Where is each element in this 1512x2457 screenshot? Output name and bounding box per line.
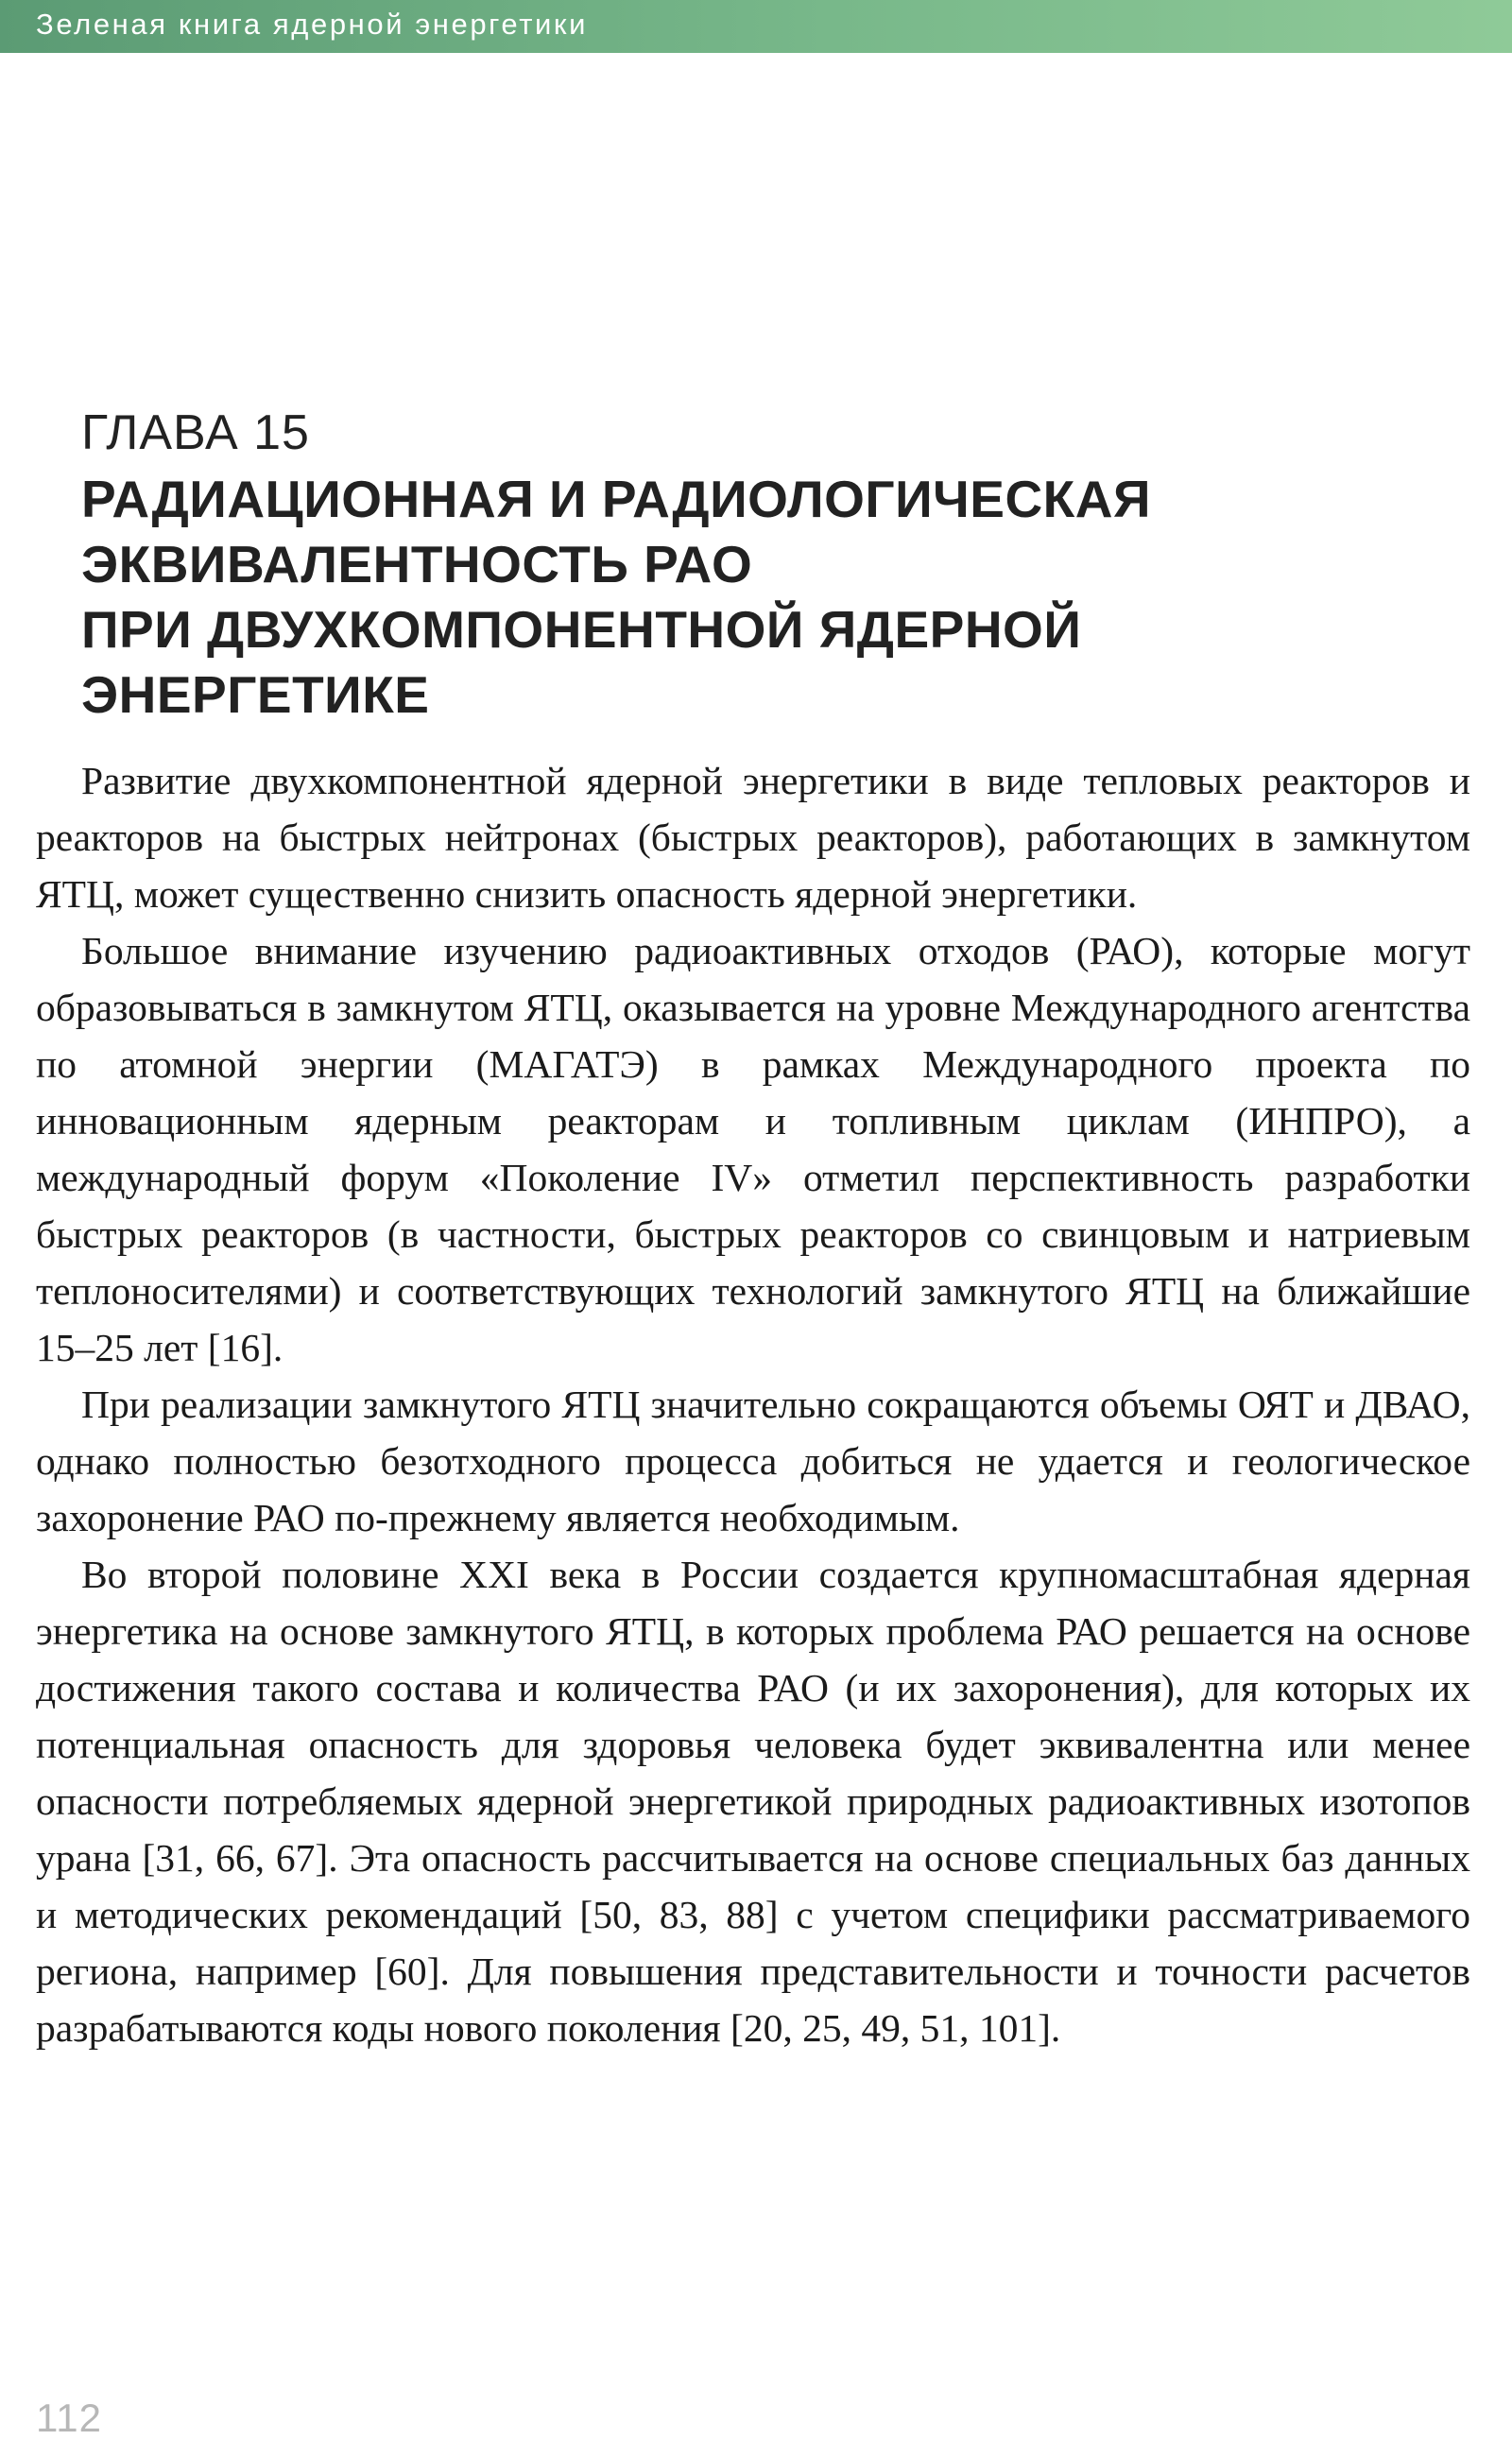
chapter-title-line: ПРИ ДВУХКОМПОНЕНТНОЙ ЯДЕРНОЙ bbox=[81, 600, 1082, 659]
paragraph: Большое внимание изучению радиоактивных отходов (РАО), которые могут образовываться в замкнутом ЯТЦ, оказывается на уровне Международного агентства по атомной энергии (МАГАТЭ) в рамках Международного проекта по инновационным ядерным реакторам и топливным циклам (ИНПРО), а международный форум «Поколение IV» отметил перспективность разработки быстрых реакторов (в частности, быстрых реакторов со свинцовым и натриевым теплоносителями) и соответствующих технологий замкнутого ЯТЦ на ближайшие 15–25 лет [16]. bbox=[36, 929, 1470, 1369]
paragraph: Во второй половине XXI века в России создается крупномасштабная ядерная энергетика на основе замкнутого ЯТЦ, в которых проблема РАО решается на основе достижения такого состава и количества РАО (и их захоронения), для которых их потенциальная опасность для здоровья человека будет эквивалентна или менее опасности потребляемых ядерной энергетикой природных радиоактивных изотопов урана [31, 66, 67]. Эта опасность рассчитывается на основе специальных баз данных и методических рекомендаций [50, 83, 88] с учетом специфики рассматриваемого региона, например [60]. Для повышения представительности и точности расчетов разрабатываются коды нового поколения [20, 25, 49, 51, 101]. bbox=[36, 1553, 1470, 2050]
chapter-title-line: РАДИАЦИОННАЯ И РАДИОЛОГИЧЕСКАЯ bbox=[81, 470, 1151, 528]
chapter-title-line: ЭНЕРГЕТИКЕ bbox=[81, 665, 430, 724]
paragraph: При реализации замкнутого ЯТЦ значительно сокращаются объемы ОЯТ и ДВАО, однако полностью безотходного процесса добиться не удается и геологическое захоронение РАО по-прежнему является необходимым. bbox=[36, 1383, 1470, 1539]
chapter-title-line: ЭКВИВАЛЕНТНОСТЬ РАО bbox=[81, 535, 753, 593]
page-number: 112 bbox=[36, 2396, 102, 2440]
paragraph: Развитие двухкомпонентной ядерной энергетики в виде тепловых реакторов и реакторов на быстрых нейтронах (быстрых реакторов), работающих в замкнутом ЯТЦ, может существенно снизить опасность ядерной энергетики. bbox=[36, 759, 1470, 916]
chapter-number: ГЛАВА 15 bbox=[81, 405, 310, 460]
book-title: Зеленая книга ядерной энергетики bbox=[36, 8, 588, 41]
chapter-heading bbox=[81, 404, 1480, 728]
body-text bbox=[36, 752, 1470, 2056]
running-header bbox=[0, 0, 1512, 53]
chapter-title bbox=[81, 467, 1480, 728]
